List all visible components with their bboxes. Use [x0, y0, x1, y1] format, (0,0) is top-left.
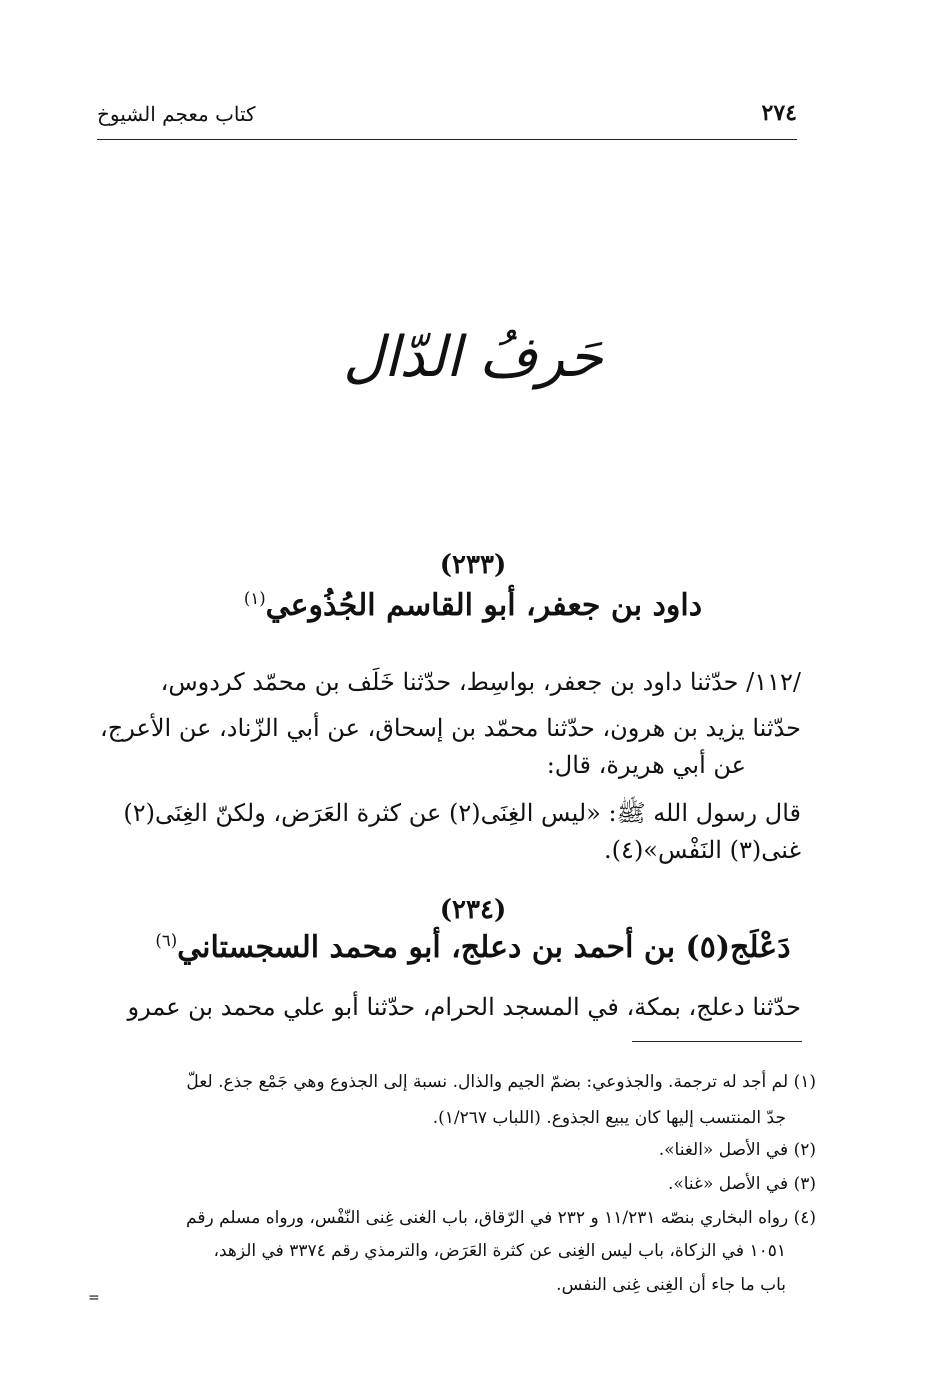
margin-mark: = [88, 1290, 100, 1306]
body-line: حدّثنا يزيد بن هرون، حدّثنا محمّد بن إسحاق، عن أبي الزّناد، عن الأعرج، [100, 714, 801, 742]
body-line: /١١٢/ حدّثنا داود بن جعفر، بواسِط، حدّثنا خَلَف بن محمّد كردوس، [160, 668, 801, 696]
entry-name [0, 930, 946, 965]
header-rule [97, 139, 797, 140]
book-title: كتاب معجم الشيوخ [97, 102, 256, 126]
footnote: (٢) في الأصل «الغنا». [658, 1140, 816, 1160]
entry-name-text: دَعْلَج(٥) بن أحمد بن دعلج، أبو محمد السجستاني [177, 930, 791, 965]
page-number: ٢٧٤ [761, 100, 797, 126]
footnote: ١٠٥١ في الزكاة، باب ليس الغِنى عن كثرة العَرَض، والترمذي رقم ٣٣٧٤ في الزهد، [213, 1241, 786, 1261]
entry-number: (٢٣٤) [439, 895, 507, 925]
footnote: باب ما جاء أن الغِنى غِنى النفس. [556, 1275, 786, 1295]
body-line: غنى(٣) النَفْس»(٤). [604, 836, 801, 864]
chapter-title: حَرفُ الدّال [343, 325, 603, 390]
footnote: جدّ المنتسب إليها كان يبيع الجذوع. (اللباب ١/٢٦٧). [432, 1108, 786, 1128]
footnote: (١) لم أجد له ترجمة. والجذوعي: بضمّ الجيم والذال. نسبة إلى الجذوع وهي جَمْع جذع. لعلّ [186, 1072, 816, 1092]
entry-name-text: داود بن جعفر، أبو القاسم الجُذُوعي [265, 588, 703, 623]
running-header [97, 100, 797, 140]
footnote-ref: (١) [243, 589, 266, 608]
entry-name [0, 588, 946, 623]
footnote-rule [632, 1041, 802, 1042]
footnote: (٤) رواه البخاري بنصّه ١١/٢٣١ و ٢٣٢ في الرّقاق، باب الغنى غِنى النّفْس، ورواه مسلم رقم [186, 1208, 816, 1228]
footnote: (٣) في الأصل «غنا». [667, 1174, 816, 1194]
body-line: عن أبي هريرة، قال: [546, 751, 746, 779]
body-line: حدّثنا دعلج، بمكة، في المسجد الحرام، حدّثنا أبو علي محمد بن عمرو [127, 993, 801, 1021]
entry-number: (٢٣٣) [439, 550, 507, 580]
body-line: قال رسول الله ﷺ: «ليس الغِنَى(٢) عن كثرة العَرَض، ولكنّ الغِنَى(٢) [123, 799, 801, 827]
footnote-ref: (٦) [155, 931, 178, 950]
